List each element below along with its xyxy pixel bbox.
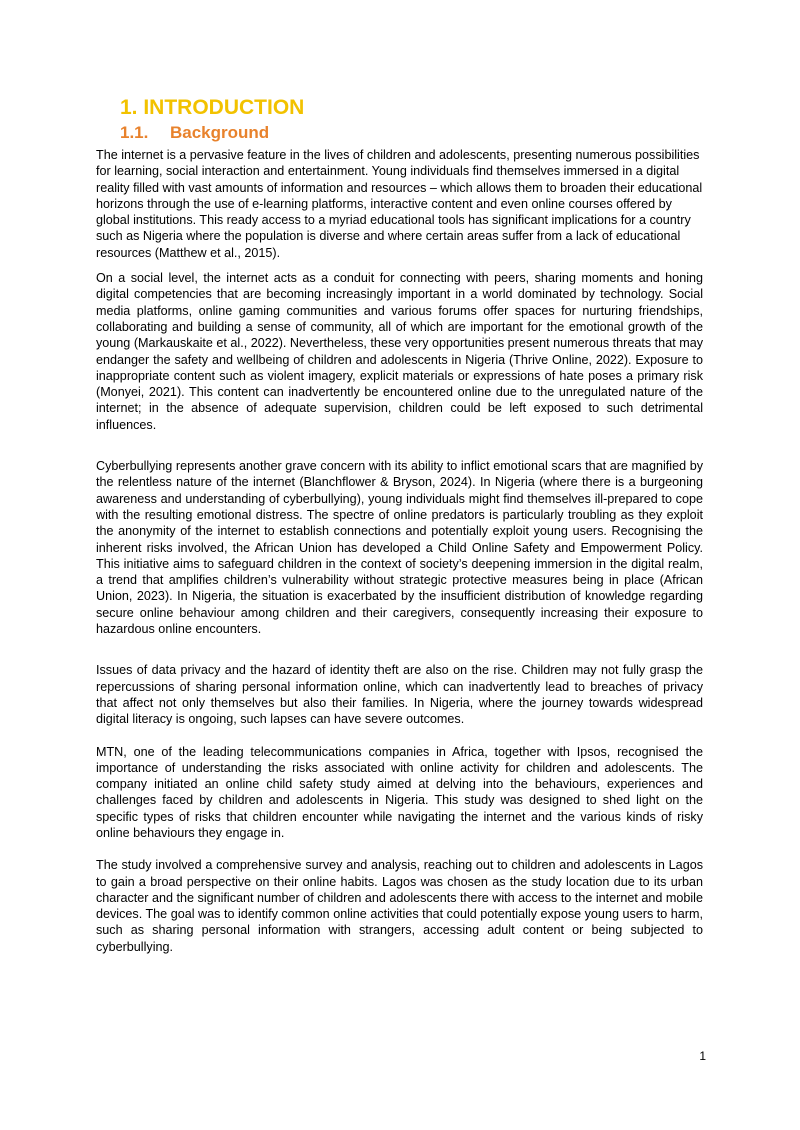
- body-text: [96, 147, 703, 955]
- paragraph-social-level: On a social level, the internet acts as a conduit for connecting with peers, sharing moments and honing digital competencies that are becoming increasingly important in a world dominated by technology. Social media platforms, online gaming communities and various forums offer spaces for nurturing friendships, collaborating and building a sense of community, all of which are important for the emotional growth of the young (Markauskaite et al., 2022). Nevertheless, these very opportunities present numerous threats that may endanger the safety and wellbeing of children and adolescents in Nigeria (Thrive Online, 2022). Exposure to inappropriate content such as violent imagery, explicit materials or expressions of hate poses a primary risk (Monyei, 2021). This content can inadvertently be encountered online due to the unregulated nature of the internet; in the absence of adequate supervision, children could be left exposed to such detrimental influences.: [96, 271, 703, 432]
- subsection-heading: [120, 122, 269, 144]
- paragraph-internet-possibilities: The internet is a pervasive feature in the lives of children and adolescents, presenting numerous possibilities for learning, social interaction and entertainment. Young individuals find themselves immersed in a digital reality filled with vast amounts of information and resources – which allows them to broaden their educational horizons through the use of e-learning platforms, interactive content and even online courses offered by global institutions. This ready access to a myriad educational tools has significant implications for a country such as Nigeria where the population is diverse and where certain areas suffer from a lack of educational resources (Matthew et al., 2015).: [96, 148, 703, 260]
- subsection-number: 1.1.: [120, 123, 149, 142]
- paragraph-cyberbullying: Cyberbullying represents another grave concern with its ability to inflict emotional scars that are magnified by the relentless nature of the internet (Blanchflower & Bryson, 2024). In Nigeria (where there is a burgeoning awareness and understanding of cyberbullying), young individuals might find themselves ill-prepared to cope with the resulting emotional distress. The spectre of online predators is particularly troubling as they exploit the anonymity of the internet to establish connections and potentially exploit young users. Recognising the inherent risks involved, the African Union has developed a Child Online Safety and Empowerment Policy. This initiative aims to safeguard children in the context of society’s deepening immersion in the digital realm, a trend that amplifies children’s vulnerability without strategic protective measures being in place (African Union, 2023). In Nigeria, the situation is exacerbated by the insufficient distribution of knowledge regarding secure online behaviour among children and their caregivers, consequently increasing their exposure to hazardous online encounters.: [96, 459, 703, 637]
- section-heading: 1. INTRODUCTION: [120, 96, 305, 119]
- paragraph-data-privacy: Issues of data privacy and the hazard of identity theft are also on the rise. Children may not fully grasp the repercussions of sharing personal information online, which can inadvertently lead to breaches of privacy that affect not only themselves but also their families. In Nigeria, where the journey towards widespread digital literacy is ongoing, such lapses can have severe outcomes.: [96, 663, 703, 727]
- paragraph-study-lagos: The study involved a comprehensive survey and analysis, reaching out to children and adolescents in Lagos to gain a broad perspective on their online habits. Lagos was chosen as the study location due to its urban character and the significant number of children and adolescents there with access to the internet and mobile devices. The goal was to identify common online activities that could potentially expose young users to harm, such as sharing personal information with strangers, accessing adult content or being subjected to cyberbullying.: [96, 858, 703, 954]
- page-number: 1: [699, 1049, 706, 1063]
- paragraph-mtn-study: MTN, one of the leading telecommunications companies in Africa, together with Ipsos, recognised the importance of understanding the risks associated with online activity for children and adolescents. The company initiated an online child safety study aimed at delving into the behaviours, experiences and challenges faced by children and adolescents in Nigeria. This study was designed to shed light on the specific types of risks that children encounter while navigating the internet and the various kinds of risky online behaviours they engage in.: [96, 744, 703, 840]
- subsection-title: Background: [170, 123, 270, 142]
